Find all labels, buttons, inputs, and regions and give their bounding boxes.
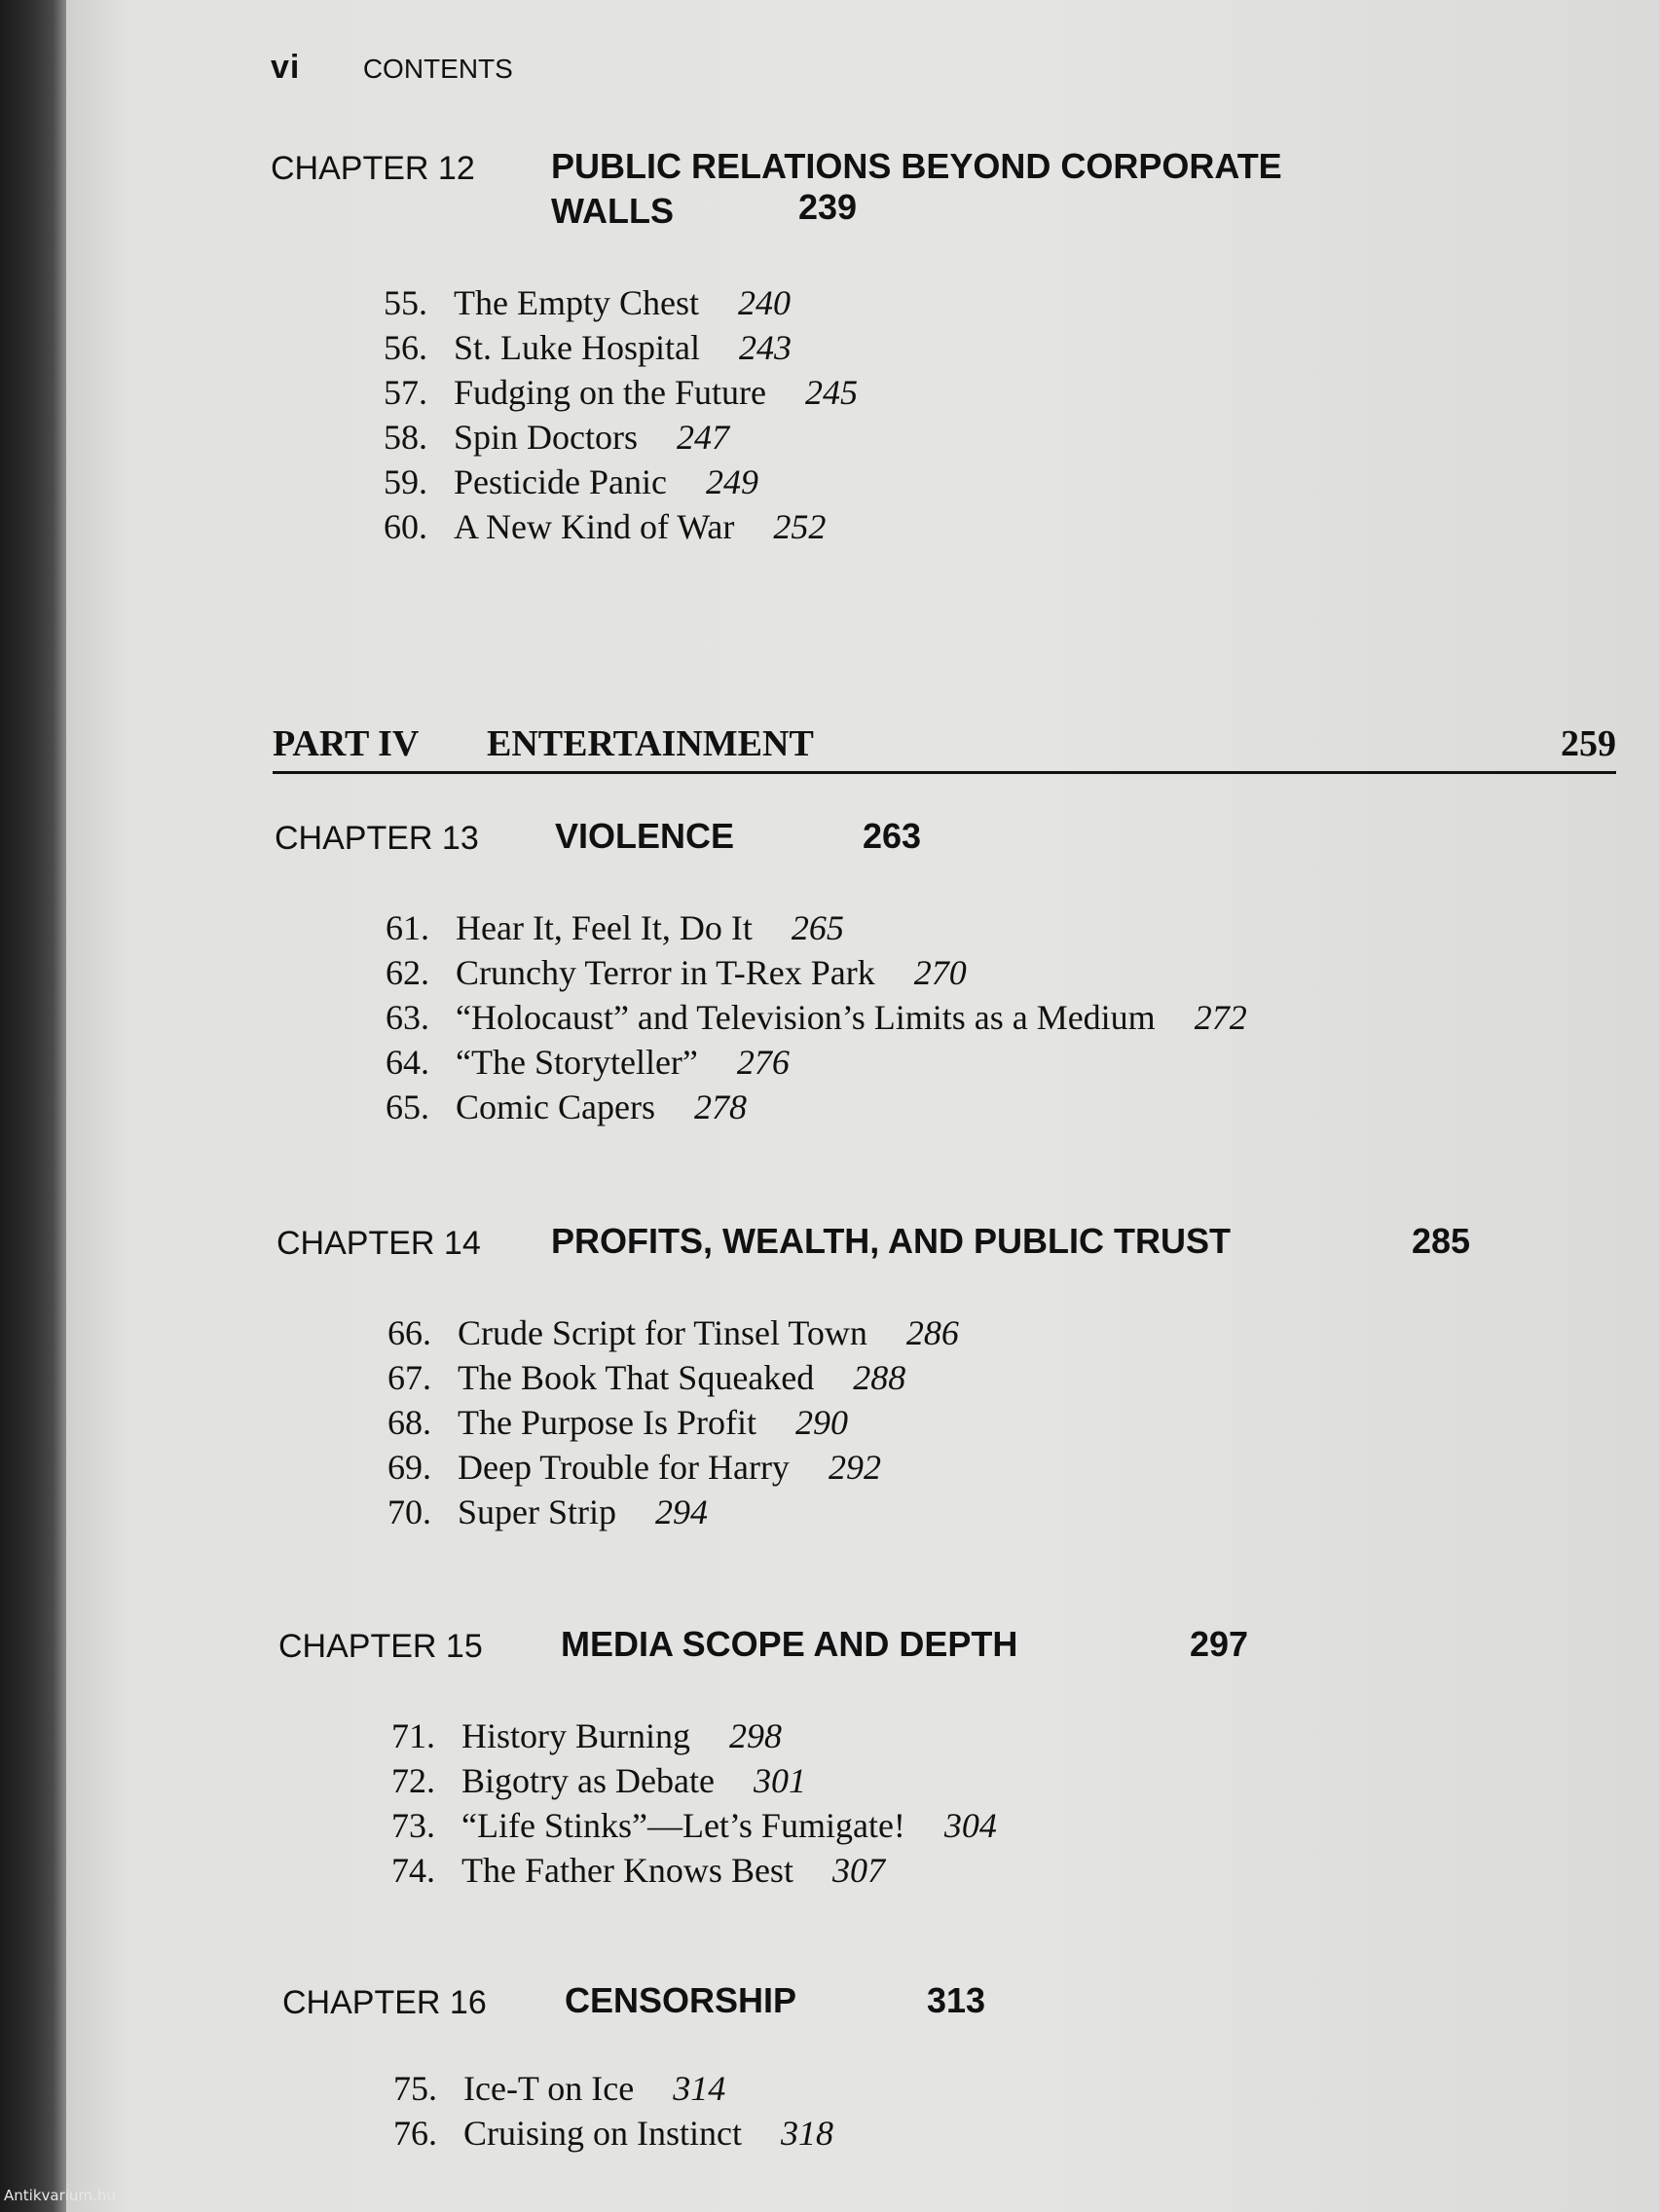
chapter-12-cases — [384, 280, 858, 549]
case-page: 307 — [831, 1851, 885, 1890]
case-entry — [391, 1803, 997, 1848]
case-entry — [391, 1758, 997, 1803]
case-number: 58. — [384, 418, 427, 457]
case-page: 294 — [655, 1493, 709, 1531]
case-title: The Father Knows Best — [461, 1851, 793, 1890]
case-title: Cruising on Instinct — [463, 2114, 742, 2153]
case-title: “Life Stinks”—Let’s Fumigate! — [461, 1806, 905, 1845]
case-number: 73. — [391, 1806, 435, 1845]
case-entry — [386, 1085, 1247, 1129]
case-number: 72. — [391, 1761, 435, 1800]
case-number: 56. — [384, 328, 427, 367]
case-entry — [387, 1310, 959, 1355]
case-page: 286 — [905, 1313, 959, 1352]
case-page: 288 — [853, 1358, 906, 1397]
case-title: The Purpose Is Profit — [458, 1403, 756, 1442]
case-title: St. Luke Hospital — [454, 328, 700, 367]
case-title: Crunchy Terror in T-Rex Park — [456, 953, 875, 992]
case-entry — [393, 2111, 833, 2156]
case-entry — [387, 1445, 959, 1490]
case-page: 240 — [737, 283, 791, 322]
chapter-label: CHAPTER 13 — [275, 820, 479, 857]
case-page: 314 — [673, 2069, 726, 2108]
case-number: 74. — [391, 1851, 435, 1890]
part-page: 259 — [1561, 723, 1616, 764]
watermark: Antikvarium.hu — [4, 2187, 116, 2204]
case-number: 76. — [393, 2114, 437, 2153]
case-number: 57. — [384, 373, 427, 412]
chapter-16-heading — [282, 1980, 1451, 2025]
case-number: 59. — [384, 462, 427, 501]
case-number: 63. — [386, 998, 429, 1037]
case-entry — [384, 415, 858, 460]
case-title: Super Strip — [458, 1493, 617, 1531]
running-header — [271, 49, 513, 87]
case-page: 304 — [943, 1806, 997, 1845]
chapter-label: CHAPTER 14 — [276, 1225, 481, 1262]
case-title: Fudging on the Future — [454, 373, 766, 412]
case-number: 62. — [386, 953, 429, 992]
case-title: A New Kind of War — [454, 507, 735, 546]
case-title: Deep Trouble for Harry — [458, 1448, 790, 1487]
page-number: vi — [271, 49, 301, 86]
case-title: “The Storyteller” — [456, 1043, 698, 1082]
part-label: PART IV — [273, 723, 420, 764]
case-title: Comic Capers — [456, 1088, 655, 1126]
case-entry — [386, 905, 1247, 950]
case-page: 278 — [693, 1088, 747, 1126]
chapter-13-heading — [275, 816, 1443, 861]
case-title: Pesticide Panic — [454, 462, 667, 501]
case-title: History Burning — [461, 1716, 691, 1755]
case-number: 71. — [391, 1716, 435, 1755]
chapter-page: 263 — [863, 816, 922, 856]
chapter-title: MEDIA SCOPE AND DEPTH — [561, 1624, 1018, 1664]
chapter-16-cases — [393, 2066, 833, 2156]
case-entry — [384, 280, 858, 325]
case-title: The Empty Chest — [454, 283, 699, 322]
case-number: 69. — [387, 1448, 431, 1487]
case-title: “Holocaust” and Television’s Limits as a Medium — [456, 998, 1156, 1037]
case-entry — [387, 1490, 959, 1534]
chapter-14-cases — [387, 1310, 959, 1534]
case-title: Hear It, Feel It, Do It — [456, 908, 753, 947]
case-number: 75. — [393, 2069, 437, 2108]
part-title: ENTERTAINMENT — [487, 723, 814, 764]
chapter-label: CHAPTER 12 — [271, 150, 475, 187]
case-number: 66. — [387, 1313, 431, 1352]
case-page: 265 — [791, 908, 844, 947]
case-page: 247 — [677, 418, 729, 457]
case-page: 318 — [781, 2114, 833, 2153]
case-title: Bigotry as Debate — [461, 1761, 715, 1800]
case-page: 301 — [753, 1761, 806, 1800]
case-entry — [393, 2066, 833, 2111]
case-entry — [387, 1400, 959, 1445]
book-spine-shadow — [0, 0, 66, 2212]
case-number: 70. — [387, 1493, 431, 1531]
case-page: 290 — [794, 1403, 848, 1442]
case-number: 64. — [386, 1043, 429, 1082]
case-page: 245 — [805, 373, 858, 412]
case-page: 249 — [705, 462, 758, 501]
chapter-label: CHAPTER 15 — [278, 1628, 483, 1665]
chapter-title: CENSORSHIP — [565, 1980, 797, 2020]
case-entry — [384, 460, 858, 504]
case-page: 298 — [729, 1716, 783, 1755]
case-title: Ice-T on Ice — [463, 2069, 635, 2108]
chapter-page: 313 — [927, 1980, 986, 2020]
case-number: 65. — [386, 1088, 429, 1126]
chapter-page: 239 — [798, 187, 858, 227]
chapter-page: 297 — [1190, 1624, 1249, 1664]
case-entry — [391, 1714, 997, 1758]
case-page: 272 — [1194, 998, 1247, 1037]
case-page: 270 — [913, 953, 967, 992]
chapter-12-heading — [271, 146, 1478, 234]
case-page: 276 — [736, 1043, 790, 1082]
chapter-13-cases — [386, 905, 1247, 1129]
case-number: 67. — [387, 1358, 431, 1397]
running-title: CONTENTS — [362, 54, 513, 84]
chapter-15-heading — [278, 1624, 1447, 1669]
case-entry — [386, 1040, 1247, 1085]
case-title: Crude Script for Tinsel Town — [458, 1313, 867, 1352]
case-page: 243 — [738, 328, 792, 367]
chapter-title: VIOLENCE — [555, 816, 735, 856]
case-page: 252 — [773, 507, 827, 546]
chapter-15-cases — [391, 1714, 997, 1893]
case-entry — [384, 325, 858, 370]
case-title: Spin Doctors — [454, 418, 638, 457]
chapter-title: PROFITS, WEALTH, AND PUBLIC TRUST — [551, 1221, 1231, 1261]
case-entry — [391, 1848, 997, 1893]
case-entry — [384, 370, 858, 415]
case-number: 55. — [384, 283, 427, 322]
chapter-title: PUBLIC RELATIONS BEYOND CORPORATE — [551, 146, 1282, 186]
chapter-page: 285 — [1412, 1221, 1471, 1261]
chapter-label: CHAPTER 16 — [282, 1984, 487, 2021]
case-title: The Book That Squeaked — [458, 1358, 815, 1397]
chapter-title-continued: WALLS — [551, 191, 674, 231]
case-entry — [384, 504, 858, 549]
case-page: 292 — [828, 1448, 881, 1487]
case-number: 68. — [387, 1403, 431, 1442]
chapter-14-heading — [276, 1221, 1484, 1266]
case-entry — [386, 950, 1247, 995]
case-number: 60. — [384, 507, 427, 546]
case-entry — [386, 995, 1247, 1040]
case-entry — [387, 1355, 959, 1400]
case-number: 61. — [386, 908, 429, 947]
part-heading — [273, 722, 1616, 774]
